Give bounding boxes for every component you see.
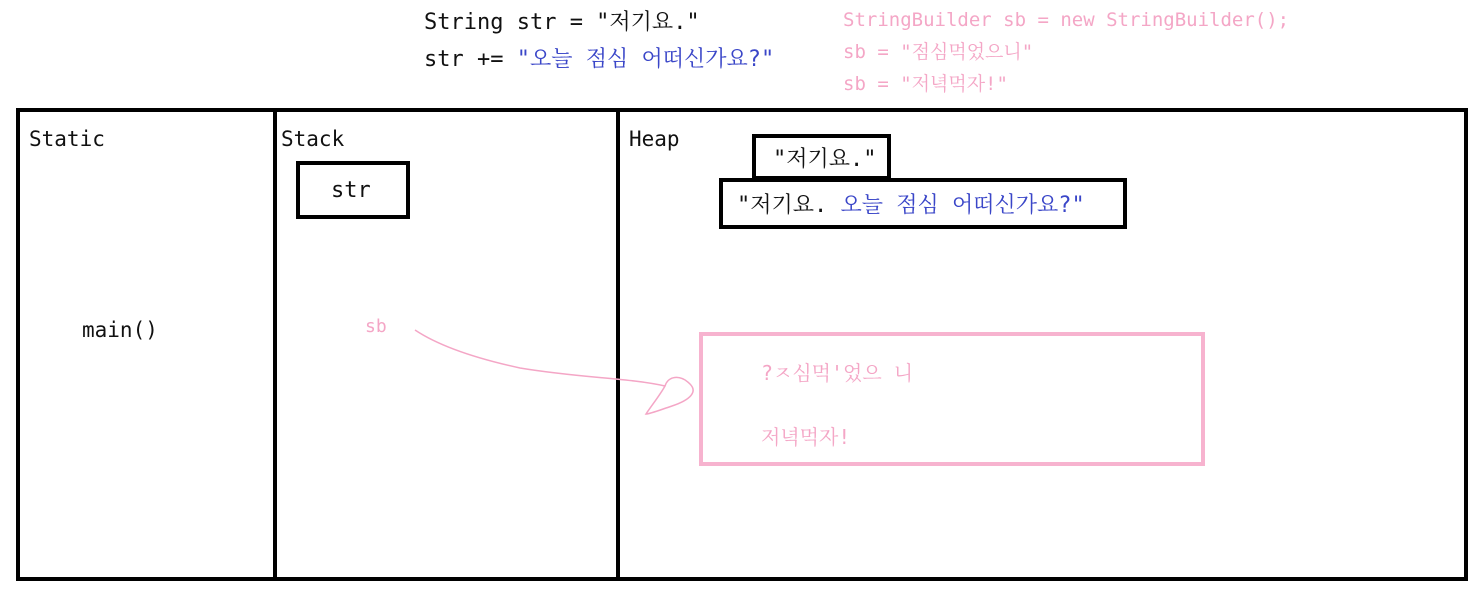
- static-stack-divider: [273, 108, 277, 581]
- stack-label: Stack: [281, 127, 345, 151]
- heap-string-concat-literal: 오늘 점심 어떠신가요?": [840, 193, 1085, 218]
- stack-var-str-label: str: [331, 177, 371, 203]
- static-label: Static: [29, 127, 105, 151]
- heap-string-concat-box: [719, 178, 1127, 229]
- code-line-concat: [424, 49, 774, 71]
- heap-string-original: "저기요.": [773, 146, 877, 172]
- code-concat-literal: "오늘 점심 어떠신가요?": [516, 47, 775, 72]
- stack-heap-divider: [616, 108, 620, 581]
- static-main-method: main(): [82, 318, 158, 342]
- heap-sb-value-new: 저녁먹자!: [761, 425, 851, 449]
- code-line-sb-assign-1: sb = "점심먹었으니": [843, 41, 1034, 63]
- stack-var-sb-label: sb: [365, 316, 387, 337]
- code-line-sb-assign-2: sb = "저녁먹자!": [843, 73, 1008, 95]
- heap-string-original-box: [752, 134, 891, 180]
- code-line-string-decl: String str = "저기요.": [424, 10, 700, 35]
- code-line-stringbuilder-decl: StringBuilder sb = new StringBuilder();: [843, 9, 1290, 31]
- code-concat-prefix: str +=: [424, 47, 517, 72]
- heap-string-concat-prefix: "저기요.: [737, 193, 841, 218]
- heap-label: Heap: [629, 127, 680, 151]
- stack-var-str-box: [296, 161, 410, 219]
- heap-sb-value-old: ?ㅈ심먹'었으 니: [761, 361, 914, 385]
